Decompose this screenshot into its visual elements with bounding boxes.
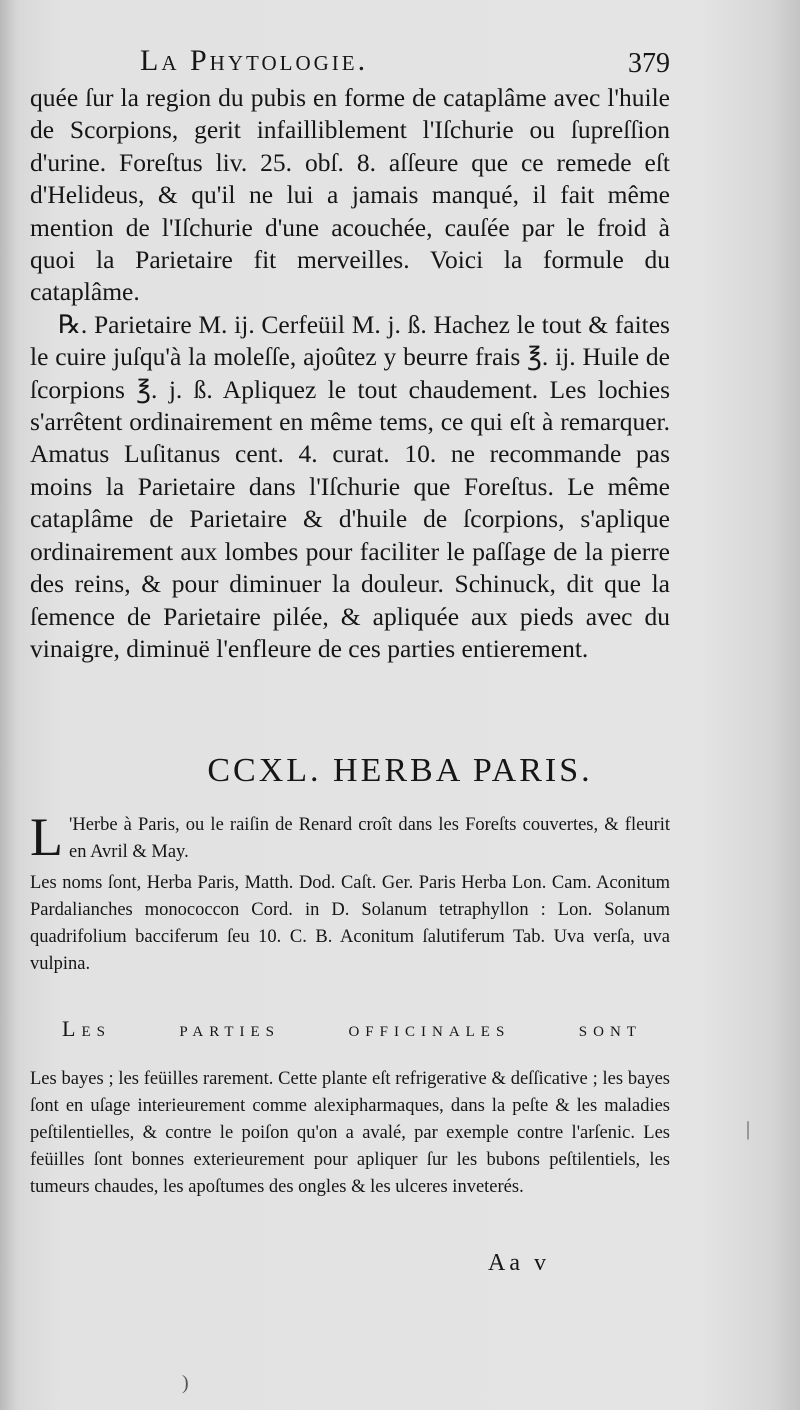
entry-intro bbox=[30, 807, 670, 867]
subheading-word: parties bbox=[179, 1016, 280, 1041]
subheading-word: officinales bbox=[348, 1016, 511, 1041]
entry-names: Les noms ſont, Herba Paris, Matth. Dod. Caſt. Ger. Paris Herba Lon. Cam. Aconitum Pardalianches monococcon Cord. in D. Solanum tetraphyllon : Lon. Solanum quadrifolium bacciferum ſeu 10. C. B. Aconitum ſalutiferum Tab. Uva verſa, uva vulpina. bbox=[30, 873, 670, 974]
subheading-word: sont bbox=[578, 1016, 642, 1041]
entry-intro-text: 'Herbe à Paris, ou le raiſin de Renard croît dans les Foreſts couvertes, & fleurit en Avril & May. bbox=[69, 815, 670, 862]
drop-cap: L bbox=[30, 807, 63, 867]
main-text bbox=[30, 82, 670, 665]
page-speck: ) bbox=[182, 1372, 189, 1394]
page-speck: | bbox=[746, 1118, 751, 1140]
section-heading: CCXL. HERBA PARIS. bbox=[207, 752, 593, 789]
herb-entry bbox=[30, 807, 670, 978]
continued-paragraph: quée ſur la region du pubis en forme de cataplâme avec l'huile de Scorpions, gerit infailliblement l'Iſchurie ou ſupreſſion d'urine. Foreſtus liv. 25. obſ. 8. aſſeure que ce remede eſt d'Helideus, & qu'il ne lui a jamais manqué, il fait même mention de l'Iſchurie d'une acouchée, cauſée par le froid à quoi la Parietaire fit merveilles. Voici la formule du cataplâme. bbox=[30, 83, 670, 307]
subheading-officinal-parts bbox=[62, 1016, 642, 1042]
subheading-word: Les bbox=[62, 1016, 111, 1041]
officinal-parts-paragraph: Les bayes ; les feüilles rarement. Cette plante eſt refrigerative & deſſicative ; les bayes ſont en uſage interieurement comme alexipharmaques, dans la peſte & les maladies peſtilentielles, & contre le poiſon qu'on a avalé, par exemple contre l'arſenic. Les feüilles ſont bonnes exterieurement pour apliquer ſur les bubons peſtilentiels, les tumeurs chaudes, les apoſtumes des ongles & les ulceres inveterés. bbox=[30, 1069, 670, 1197]
recipe-paragraph: ℞. Parietaire M. ij. Cerfeüil M. j. ß. Hachez le tout & faites le cuire juſqu'à la moleſſe, ajoûtez y beurre frais ℥. ij. Huile de ſcorpions ℥. j. ß. Apliquez le tout chaudement. Les lochies s'arrêtent ordinairement en même tems, ce qui eſt à remarquer. Amatus Luſitanus cent. 4. curat. 10. ne recommande pas moins la Parietaire dans l'Iſchurie que Foreſtus. Le même cataplâme de Parietaire & d'huile de ſcorpions, s'aplique ordinairement aux lombes pour faciliter le paſſage de la pierre des reins, & pour diminuer la douleur. Schinuck, dit que la ſemence de Parietaire pilée, & apliquée aux pieds avec du vinaigre, diminuë l'enfleure de ces parties entierement. bbox=[30, 309, 670, 663]
running-title: La Phytologie. bbox=[140, 44, 369, 77]
catchword: Aa v bbox=[488, 1250, 550, 1276]
page-number: 379 bbox=[628, 48, 670, 79]
